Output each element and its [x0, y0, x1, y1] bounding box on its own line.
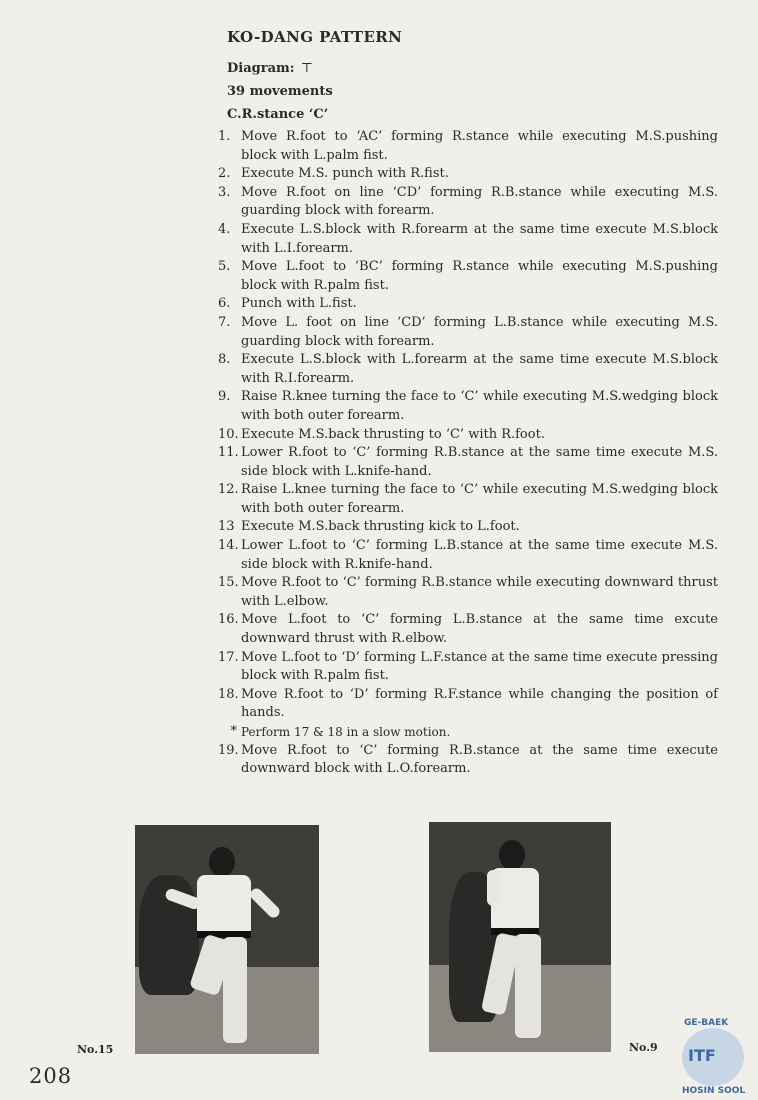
step-number: 10.: [218, 426, 239, 442]
diagram-symbol: ⊤: [300, 61, 313, 76]
step-item: [218, 258, 718, 295]
step-text: Execute M.S.back thrusting to ‘C’ with R.foot.: [241, 426, 545, 442]
step-number: 3.: [218, 184, 231, 200]
watermark-logo: [676, 1018, 756, 1098]
step-number: 17.: [218, 649, 239, 665]
step-text: Perform 17 & 18 in a slow motion.: [241, 725, 451, 739]
step-item: [218, 742, 718, 779]
step-text: Move R.foot to ‘AC’ forming R.stance while executing M.S.pushing block with L.palm fist.: [241, 129, 718, 163]
caption-left: No.15: [77, 1043, 114, 1056]
step-text: Raise L.knee turning the face to ‘C’ while executing M.S.wedging block with both outer forearm.: [241, 482, 718, 516]
step-text: Move L.foot to ‘D’ forming L.F.stance at the same time execute pressing block with R.palm fist.: [241, 649, 718, 684]
step-text: Lower R.foot to ‘C’ forming R.B.stance at the same time execute M.S. side block with L.knife-hand.: [241, 445, 718, 479]
step-text: Move L. foot on line ‘CD’ forming L.B.stance while executing M.S. guarding block with forearm.: [241, 314, 718, 349]
step-text: Move R.foot on line ‘CD’ forming R.B.stance while executing M.S. guarding block with forearm.: [241, 184, 718, 219]
step-text: Move R.foot to ‘C’ forming R.B.stance while executing downward thrust with L.elbow.: [241, 575, 718, 609]
step-number: 8.: [218, 352, 231, 368]
step-number: *: [230, 724, 237, 739]
step-text: Move L.foot to ‘C’ forming L.B.stance at the same time excute downward thrust with R.elbow.: [241, 612, 718, 647]
step-number: 4.: [218, 221, 231, 237]
step-item: [218, 295, 718, 314]
step-item: [218, 314, 718, 351]
step-text: Punch with L.fist.: [241, 296, 357, 312]
step-item: [218, 649, 718, 686]
photo-movement-9: [429, 822, 611, 1052]
step-text: Move R.foot to ‘D’ forming R.F.stance while changing the position of hands.: [241, 686, 718, 721]
ready-stance: C.R.stance ‘C’: [227, 107, 329, 122]
step-number: 1.: [218, 129, 231, 144]
diagram-label: Diagram:: [227, 61, 295, 76]
step-number: 12.: [218, 482, 239, 498]
step-item: [218, 426, 718, 445]
step-item: [218, 481, 718, 518]
step-number: 16.: [218, 612, 239, 628]
step-text: Execute M.S.back thrusting kick to L.foot.: [241, 519, 520, 535]
step-item: [218, 184, 718, 221]
step-number: 5.: [218, 259, 231, 275]
movement-count: 39 movements: [227, 84, 333, 99]
step-text: Execute L.S.block with R.forearm at the same time execute M.S.block with L.I.forearm.: [241, 221, 718, 256]
step-item: [218, 444, 718, 481]
diagram-line: [227, 61, 313, 76]
watermark-top: GE-BAEK: [684, 1018, 729, 1028]
step-number: 6.: [218, 296, 231, 312]
step-number: 7.: [218, 314, 231, 330]
step-number: 13: [218, 519, 235, 535]
movement-list: [218, 128, 718, 779]
photo-movement-15: [135, 825, 319, 1054]
pattern-title: KO-DANG PATTERN: [227, 28, 403, 46]
step-number: 2.: [218, 166, 231, 182]
step-number: 19.: [218, 742, 239, 758]
step-item: [218, 165, 718, 184]
step-text: Execute L.S.block with L.forearm at the same time execute M.S.block with R.I.forearm.: [241, 352, 718, 386]
step-item: [218, 611, 718, 648]
step-item: [218, 518, 718, 537]
step-item: [218, 574, 718, 611]
step-number: 15.: [218, 575, 239, 591]
step-item: [218, 537, 718, 574]
step-item: [218, 351, 718, 388]
step-number: 18.: [218, 686, 239, 702]
caption-right: No.9: [629, 1041, 658, 1054]
step-note: [218, 723, 718, 742]
step-text: Execute M.S. punch with R.fist.: [241, 166, 449, 182]
page-number: 208: [29, 1064, 73, 1088]
step-text: Lower L.foot to ‘C’ forming L.B.stance at the same time execute M.S. side block with R.knife-hand.: [241, 538, 718, 572]
step-number: 11.: [218, 445, 239, 461]
step-number: 9.: [218, 389, 231, 405]
step-text: Move L.foot to ‘BC’ forming R.stance while executing M.S.pushing block with R.palm fist.: [241, 259, 718, 293]
step-item: [218, 128, 718, 165]
step-item: [218, 221, 718, 258]
step-text: Raise R.knee turning the face to ‘C’ while executing M.S.wedging block with both outer forearm.: [241, 389, 718, 423]
step-number: 14.: [218, 538, 239, 554]
step-text: Move R.foot to ‘C’ forming R.B.stance at the same time execute downward block with L.O.forearm.: [241, 742, 718, 777]
step-item: [218, 686, 718, 723]
watermark-middle: ITF: [688, 1046, 716, 1065]
watermark-bottom: HOSIN SOOL: [682, 1086, 746, 1096]
step-item: [218, 388, 718, 425]
